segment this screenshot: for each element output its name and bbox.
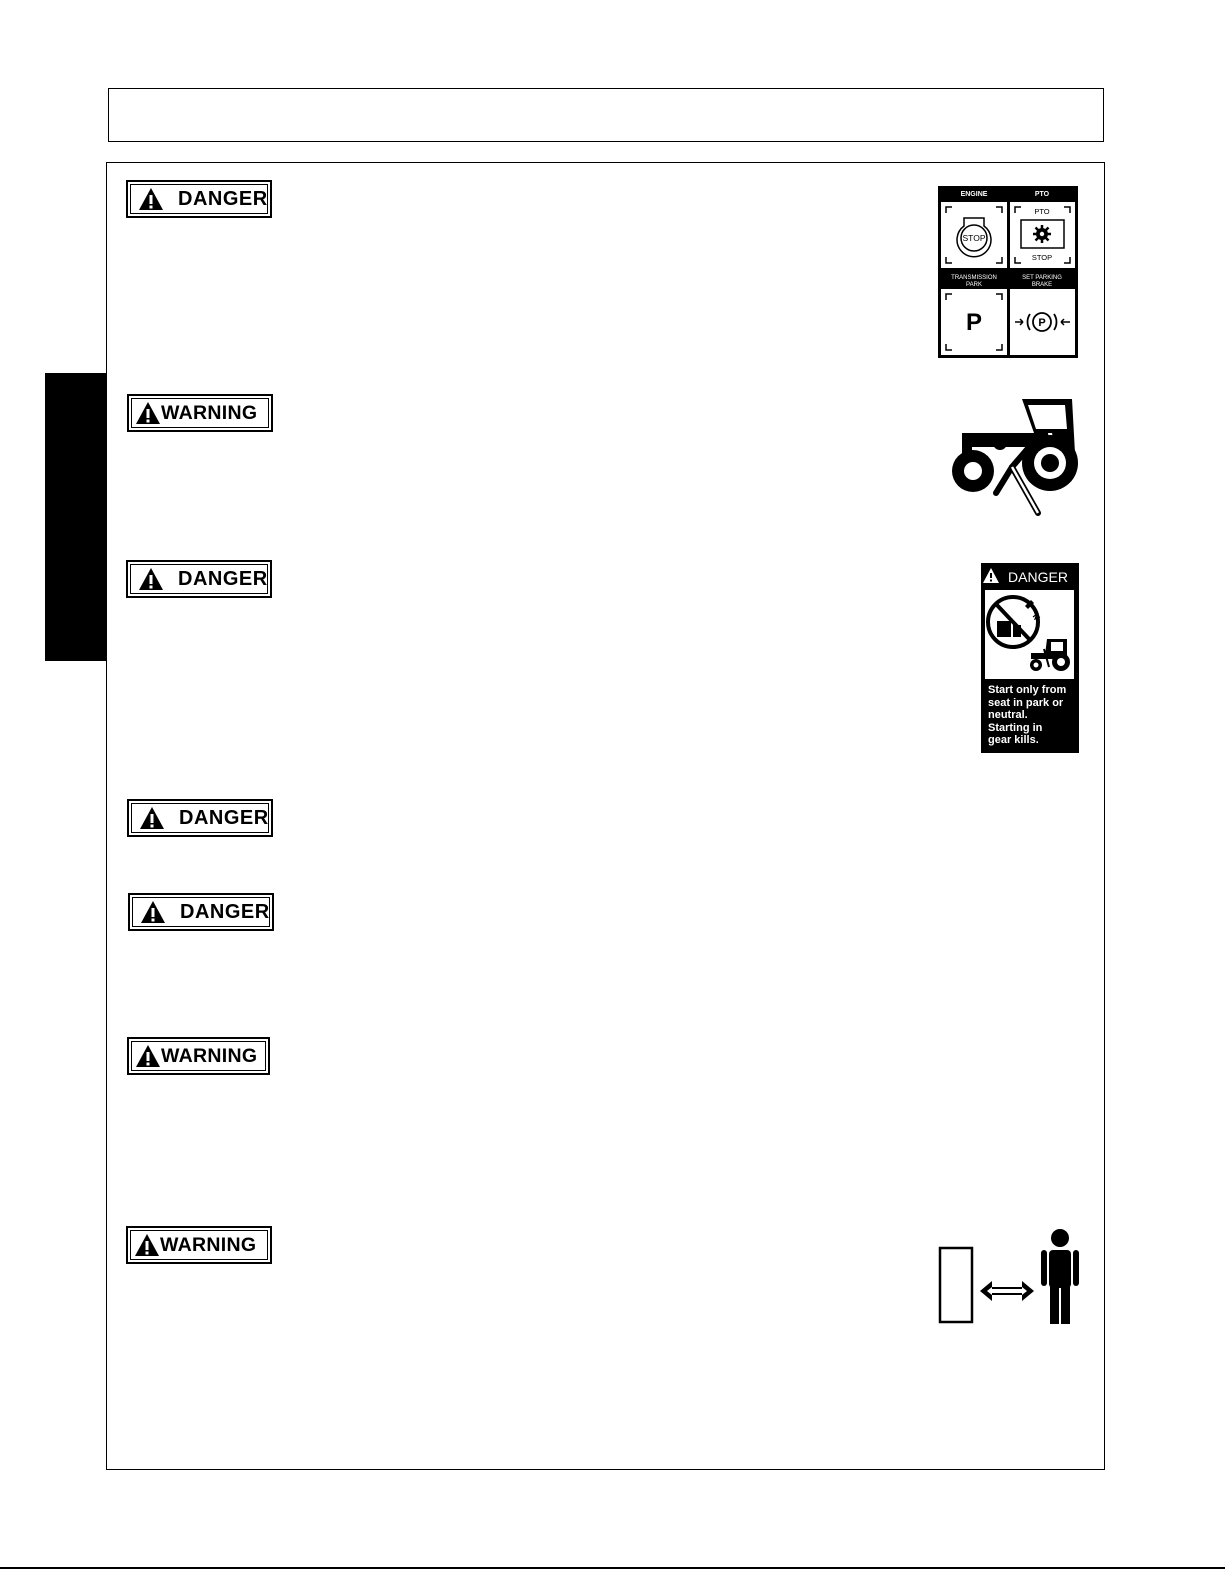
- decal-signal-word: DANGER: [1008, 569, 1068, 585]
- warning-label: WARNING: [161, 1044, 258, 1067]
- page-header-box: [108, 88, 1104, 142]
- warning-sign: [127, 1037, 270, 1075]
- danger-label: DANGER: [180, 900, 270, 923]
- park-header: PARK: [966, 282, 982, 288]
- danger-label: DANGER: [178, 567, 268, 590]
- danger-sign: [128, 893, 274, 931]
- warning-label: WARNING: [161, 401, 258, 424]
- danger-sign: [127, 799, 273, 837]
- engine-stop-text: STOP: [962, 233, 986, 243]
- warning-sign: [127, 394, 273, 432]
- pto-top-text: PTO: [1034, 207, 1050, 216]
- decal-line-3: neutral.: [988, 709, 1028, 721]
- section-tab: [45, 373, 107, 661]
- danger-label: DANGER: [178, 187, 268, 210]
- engine-header: ENGINE: [960, 191, 988, 198]
- keep-clear-distance-icon: [938, 1228, 1083, 1326]
- brake-header: BRAKE: [1031, 282, 1053, 288]
- warning-triangle-icon: [138, 187, 164, 211]
- set-parking-header: SET PARKING: [1022, 275, 1062, 281]
- warning-triangle-icon: [138, 567, 164, 591]
- start-from-seat-decal: [981, 563, 1079, 753]
- decal-line-4: Starting in: [988, 722, 1043, 734]
- pto-header: PTO: [1034, 191, 1050, 198]
- decal-line-5: gear kills.: [988, 734, 1039, 746]
- footer-rule: [0, 1567, 1225, 1569]
- warning-triangle-icon: [139, 806, 165, 830]
- danger-sign: [126, 180, 272, 218]
- person-icon: [1041, 1229, 1079, 1324]
- runover-hazard-icon: [948, 393, 1080, 518]
- danger-sign: [126, 560, 272, 598]
- pto-stop-text: STOP: [1031, 253, 1053, 262]
- warning-triangle-icon: [134, 1233, 160, 1257]
- transmission-header: TRANSMISSION: [951, 275, 997, 281]
- warning-triangle-icon: [135, 401, 161, 425]
- danger-label: DANGER: [179, 806, 269, 829]
- decal-line-2: seat in park or: [988, 697, 1064, 709]
- double-arrow-icon: [980, 1281, 1034, 1301]
- park-letter: P: [965, 309, 983, 336]
- brake-p-text: P: [1038, 317, 1046, 329]
- warning-sign: [126, 1226, 272, 1264]
- warning-label: WARNING: [160, 1233, 257, 1256]
- warning-triangle-icon: [135, 1044, 161, 1068]
- decal-line-1: Start only from: [988, 684, 1067, 696]
- warning-triangle-icon: [140, 900, 166, 924]
- shutdown-procedure-decal: [938, 186, 1078, 358]
